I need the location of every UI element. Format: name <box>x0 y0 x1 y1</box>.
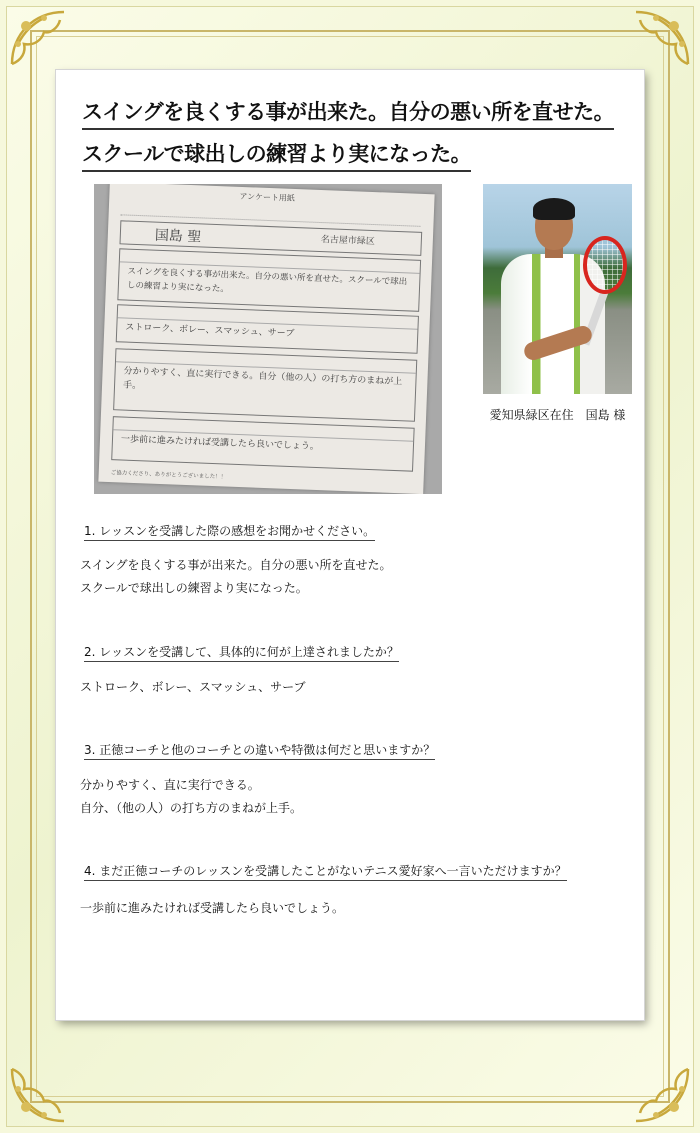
corner-ornament-icon <box>616 1049 696 1129</box>
survey-sheet-photo <box>94 184 442 494</box>
survey-name-handwritten: 国島 聖 <box>154 227 202 246</box>
survey-answer-3: 分かりやすく、直に実行できる。自分（他の人）の打ち方のまねが上手。 <box>122 366 403 392</box>
survey-question-3 <box>113 348 417 422</box>
survey-question-4 <box>111 416 414 472</box>
question-heading-1: 1. レッスンを受講した際の感想をお聞かせください。 <box>84 522 375 541</box>
survey-answer-1: スイングを良くする事が出来た。自分の悪い所を直せた。スクールで球出しの練習より実になった。 <box>126 266 408 295</box>
question-heading-2: 2. レッスンを受講して、具体的に何が上達されましたか？ <box>84 643 399 662</box>
survey-question-2 <box>116 304 419 354</box>
photo-caption: 愛知県緑区在住 国島 様 <box>489 408 626 422</box>
survey-footer: ご協力くださり、ありがとうございました！！ <box>110 470 227 481</box>
survey-answer-4: 一歩前に進みたければ受講したら良いでしょう。 <box>120 434 320 453</box>
testimonial-card <box>56 70 644 1020</box>
survey-answer-2: ストローク、ボレー、スマッシュ、サーブ <box>125 322 295 340</box>
survey-area-handwritten: 名古屋市緑区 <box>320 235 375 248</box>
answer-3-line-1: 分かりやすく、直に実行できる。 <box>80 778 260 792</box>
answer-1-line-1: スイングを良くする事が出来た。自分の悪い所を直せた。 <box>80 558 392 572</box>
corner-ornament-icon <box>4 1049 84 1129</box>
headline-line-1: スイングを良くする事が出来た。自分の悪い所を直せた。 <box>82 96 614 130</box>
answer-2-line-1: ストローク、ボレー、スマッシュ、サーブ <box>80 680 306 694</box>
survey-sheet <box>98 184 434 494</box>
question-heading-4: 4. まだ正徳コーチのレッスンを受講したことがないテニス愛好家へ一言いただけますか？ <box>84 862 567 881</box>
question-heading-3: 3. 正徳コーチと他のコーチとの違いや特徴は何だと思いますか？ <box>84 741 435 760</box>
answer-1-line-2: スクールで球出しの練習より実になった。 <box>80 581 308 595</box>
answer-3-line-2: 自分、（他の人）の打ち方のまねが上手。 <box>80 801 303 815</box>
answer-4-line-1: 一歩前に進みたければ受講したら良いでしょう。 <box>80 901 345 915</box>
customer-photo <box>483 184 632 394</box>
survey-question-1 <box>117 248 421 312</box>
headline-line-2: スクールで球出しの練習より実になった。 <box>82 138 471 172</box>
tennis-racket-icon <box>583 236 627 294</box>
survey-title: アンケート用紙 <box>239 191 296 203</box>
